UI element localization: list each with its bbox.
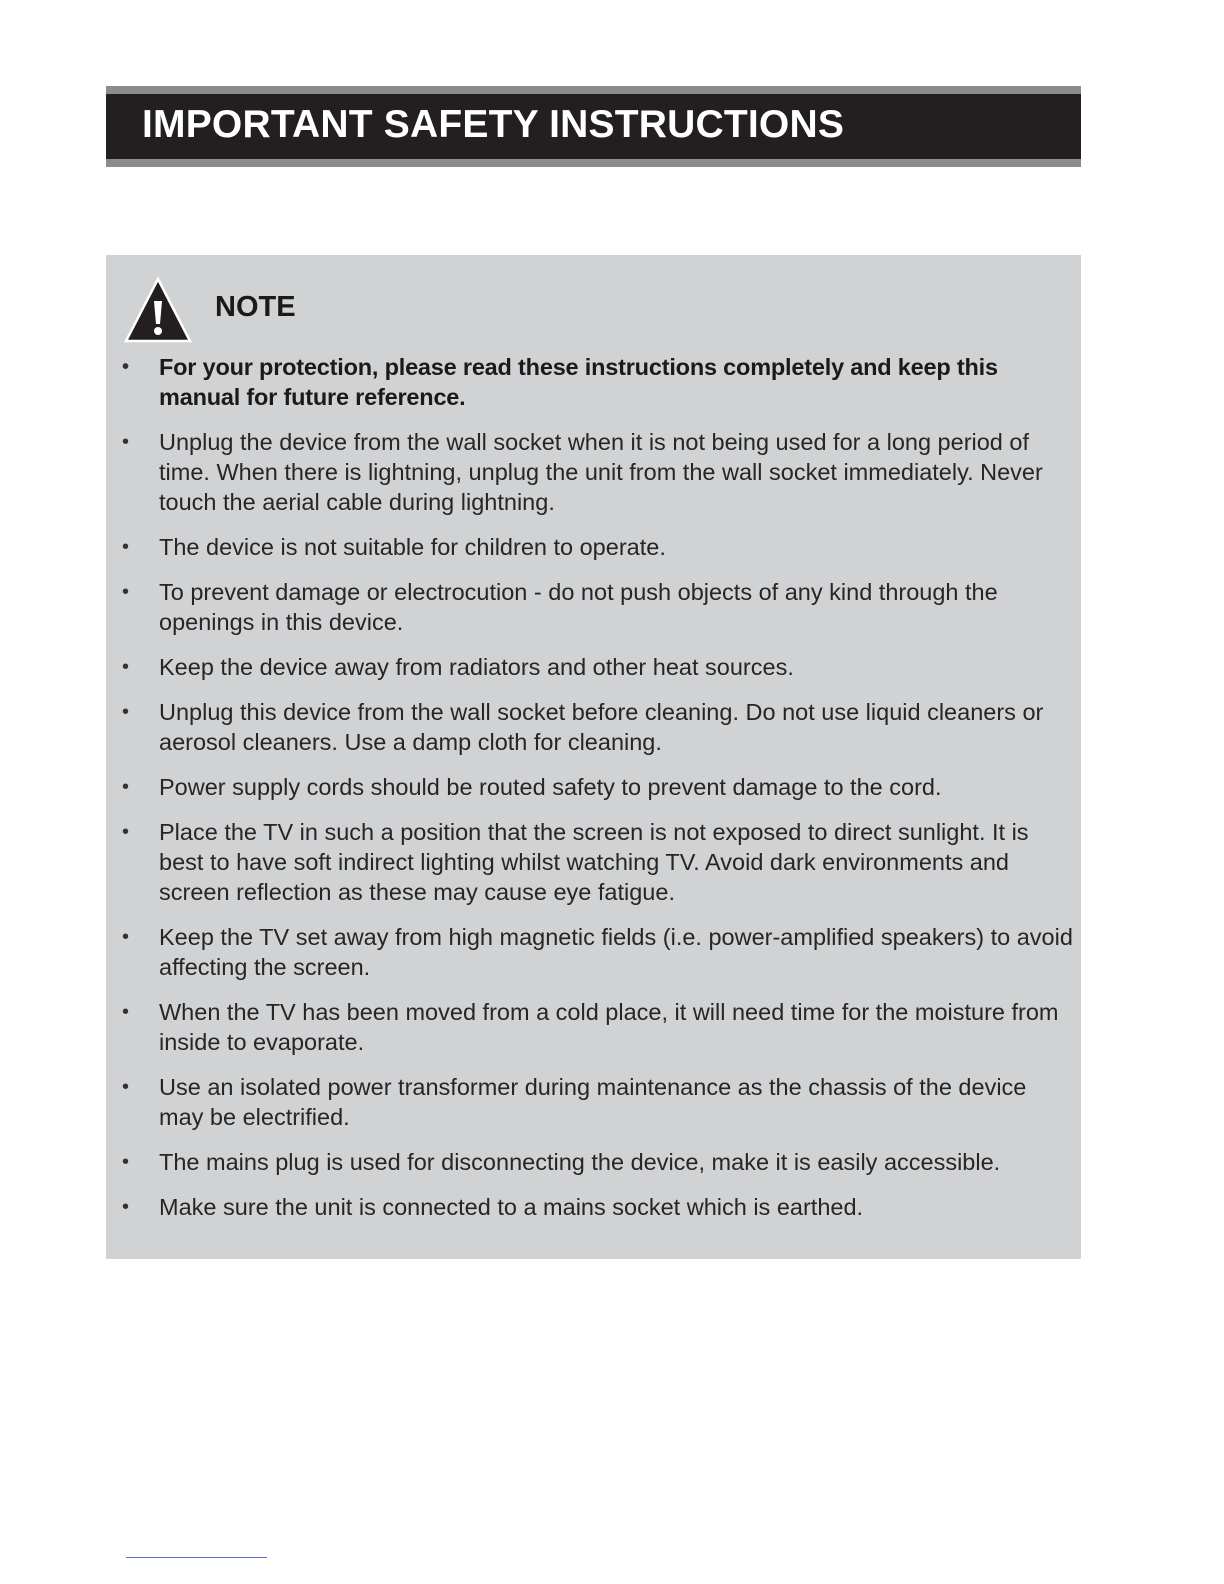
note-item-text: Power supply cords should be routed safety to prevent damage to the cord. (159, 774, 942, 800)
note-item (122, 772, 1077, 802)
note-item (122, 817, 1077, 907)
warning-triangle-icon (124, 277, 192, 343)
note-item-text: Make sure the unit is connected to a mains socket which is earthed. (159, 1194, 864, 1220)
note-item-text: Keep the TV set away from high magnetic fields (i.e. power-amplified speakers) to avoid affecting the screen. (159, 924, 1073, 980)
note-item-text: Keep the device away from radiators and other heat sources. (159, 654, 794, 680)
bullet-icon: • (122, 926, 130, 948)
note-item (122, 577, 1077, 637)
note-item (122, 532, 1077, 562)
bullet-icon: • (122, 701, 130, 723)
note-item-text: To prevent damage or electrocution - do not push objects of any kind through the openings in this device. (159, 579, 998, 635)
note-item-text: Unplug this device from the wall socket before cleaning. Do not use liquid cleaners or aerosol cleaners. Use a damp cloth for cleaning. (159, 699, 1044, 755)
note-item-text: For your protection, please read these instructions completely and keep this manual for future reference. (159, 354, 998, 410)
note-box (106, 255, 1081, 1259)
footer-rule (126, 1557, 267, 1558)
note-item (122, 652, 1077, 682)
note-heading: NOTE (215, 291, 296, 323)
note-item-text: Unplug the device from the wall socket when it is not being used for a long period of time. When there is lightning, unplug the unit from the wall socket immediately. Never touch the aerial cable during lightning. (159, 429, 1043, 515)
bullet-icon: • (122, 776, 130, 798)
note-item-text: Use an isolated power transformer during maintenance as the chassis of the device may be electrified. (159, 1074, 1027, 1130)
note-item (122, 1072, 1077, 1132)
bullet-icon: • (122, 1151, 130, 1173)
bullet-icon: • (122, 1196, 130, 1218)
bullet-icon: • (122, 581, 130, 603)
note-item-text: When the TV has been moved from a cold place, it will need time for the moisture from inside to evaporate. (159, 999, 1059, 1055)
page-title: IMPORTANT SAFETY INSTRUCTIONS (142, 103, 845, 146)
note-list (122, 352, 1077, 1237)
note-item-text: Place the TV in such a position that the screen is not exposed to direct sunlight. It is best to have soft indirect lighting whilst watching TV. Avoid dark environments and screen reflection as these may cause eye fatigue. (159, 819, 1029, 905)
bullet-icon: • (122, 431, 130, 453)
bullet-icon: • (122, 536, 130, 558)
bullet-icon: • (122, 1076, 130, 1098)
bullet-icon: • (122, 821, 130, 843)
bullet-icon: • (122, 1001, 130, 1023)
note-item-text: The mains plug is used for disconnecting the device, make it is easily accessible. (159, 1149, 1001, 1175)
note-item (122, 997, 1077, 1057)
note-item (122, 697, 1077, 757)
bullet-icon: • (122, 356, 129, 378)
note-item (122, 1192, 1077, 1222)
note-item (122, 922, 1077, 982)
header-bar (106, 86, 1081, 167)
bullet-icon: • (122, 656, 130, 678)
note-item (122, 1147, 1077, 1177)
note-item (122, 352, 1077, 412)
note-item-text: The device is not suitable for children to operate. (159, 534, 666, 560)
note-item (122, 427, 1077, 517)
